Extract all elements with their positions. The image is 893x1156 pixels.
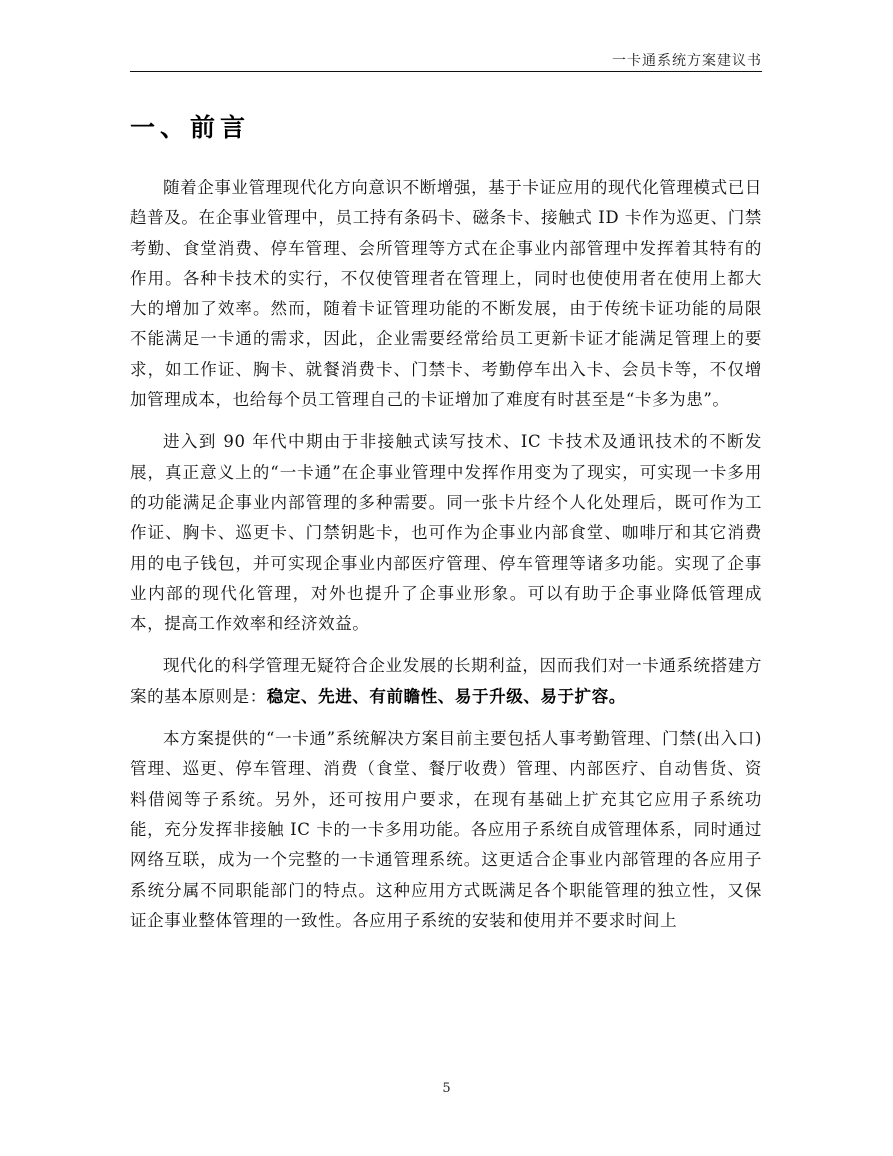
principles-lead-text: 现代化的科学管理无疑符合企业发展的长期利益，因而我们对一卡通系统搭建方案的基本原则是：	[130, 656, 762, 706]
principles-bold-text: 稳定、先进、有前瞻性、易于升级、易于扩容。	[266, 686, 626, 706]
paragraph-intro: 随着企事业管理现代化方向意识不断增强，基于卡证应用的现代化管理模式已日趋普及。在企事业管理中，员工持有条码卡、磁条卡、接触式 ID 卡作为巡更、门禁考勤、食堂消费、停车管理、会所管理等方式在企事业内部管理中发挥着其特有的作用。各种卡技术的实行，不仅使管理者在管理上，同时也使使用者在使用上都大大的增加了效率。然而，随着卡证管理功能的不断发展，由于传统卡证功能的局限不能满足一卡通的需求，因此，企业需要经常给员工更新卡证才能满足管理上的要求，如工作证、胸卡、就餐消费卡、门禁卡、考勤停车出入卡、会员卡等，不仅增加管理成本，也给每个员工管理自己的卡证增加了难度有时甚至是“卡多为患”。	[130, 178, 762, 410]
paragraph-principles	[130, 651, 762, 712]
page-number: 5	[442, 1081, 451, 1096]
header-rule	[130, 71, 762, 72]
body-text	[130, 173, 762, 948]
paragraph-scope: 本方案提供的“一卡通”系统解决方案目前主要包括人事考勤管理、门禁(出入口)管理、巡更、停车管理、消费（食堂、餐厅收费）管理、内部医疗、自动售货、资料借阅等子系统。另外，还可按用户要求，在现有基础上扩充其它应用子系统功能，充分发挥非接触 IC 卡的一卡多用功能。各应用子系统自成管理体系，同时通过网络互联，成为一个完整的一卡通管理系统。这更适合企事业内部管理的各应用子系统分属不同职能部门的特点。这种应用方式既满足各个职能管理的独立性，又保证企事业整体管理的一致性。各应用子系统的安装和使用并不要求时间上	[130, 729, 762, 930]
paragraph-history: 进入到 90 年代中期由于非接触式读写技术、IC 卡技术及通讯技术的不断发展，真正意义上的“一卡通”在企事业管理中发挥作用变为了现实，可实现一卡多用的功能满足企事业内部管理的多种需要。同一张卡片经个人化处理后，既可作为工作证、胸卡、巡更卡、门禁钥匙卡，也可作为企事业内部食堂、咖啡厅和其它消费用的电子钱包，并可实现企事业内部医疗管理、停车管理等诸多功能。实现了企事业内部的现代化管理，对外也提升了企事业形象。可以有助于企事业降低管理成本，提高工作效率和经济效益。	[130, 432, 762, 634]
section-heading: 一、前言	[130, 113, 251, 142]
running-header-title: 一卡通系统方案建议书	[612, 53, 762, 69]
